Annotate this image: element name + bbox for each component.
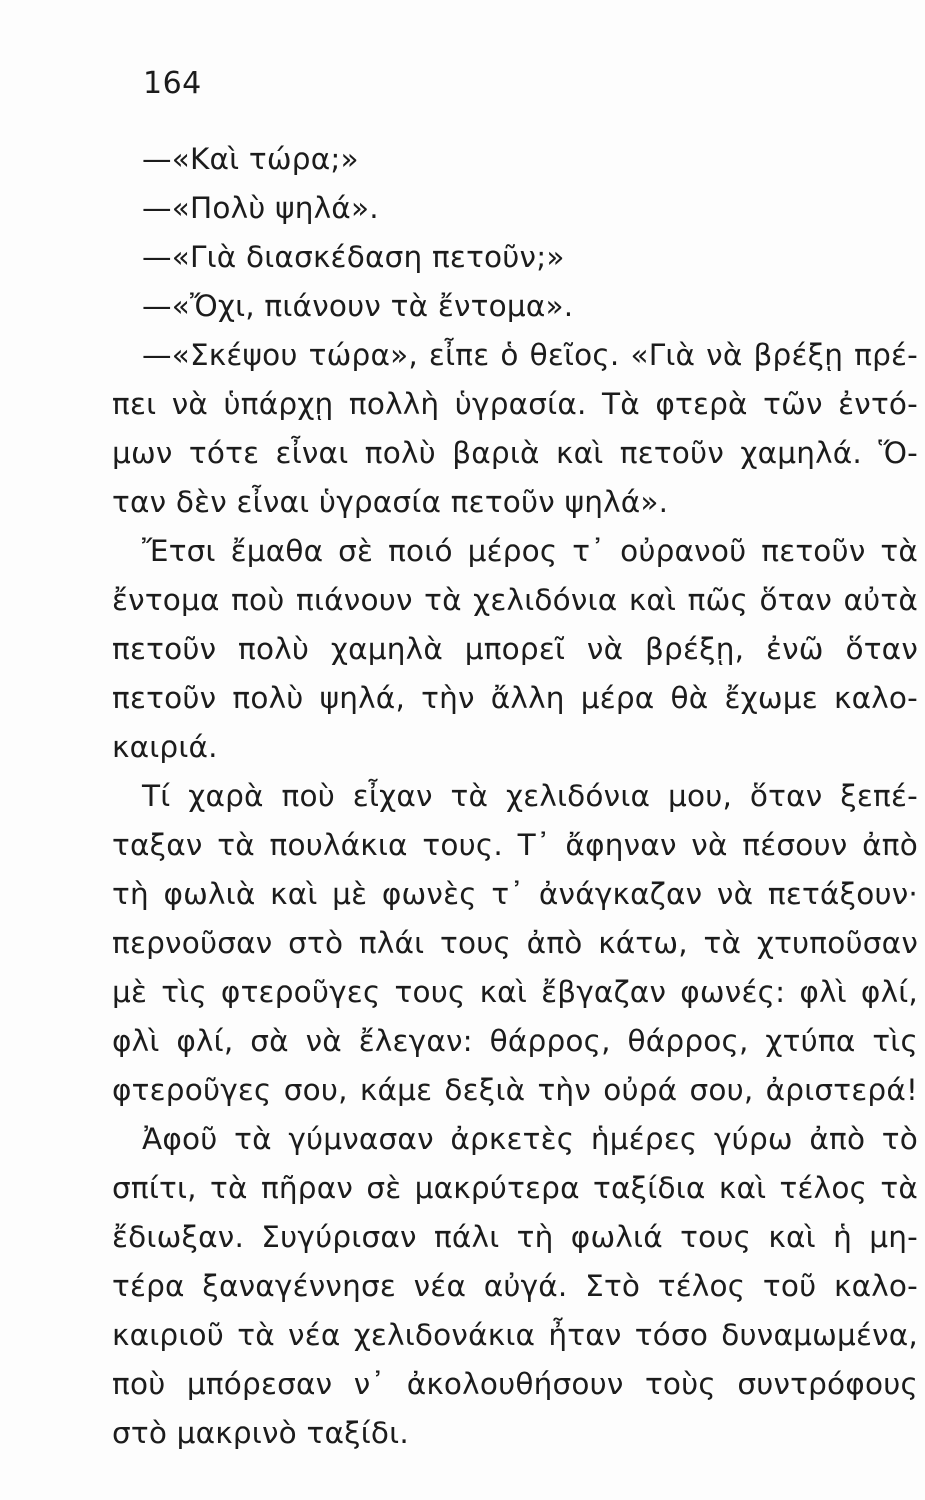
text-line: σπίτι, τὰ πῆραν σὲ μακρύτερα ταξίδια καὶ τέλος τὰ (112, 1171, 918, 1205)
page-body-text (112, 135, 918, 1458)
text-line: φτεροῦγες σου, κάμε δεξιὰ τὴν οὐρά σου, ἀριστερά! (112, 1073, 918, 1107)
text-line: ποὺ μπόρεσαν ν᾽ ἀκολουθήσουν τοὺς συντρόφους (112, 1367, 918, 1401)
text-line: τέρα ξαναγέννησε νέα αὐγά. Στὸ τέλος τοῦ καλο- (112, 1269, 918, 1303)
text-line: πετοῦν πολὺ ψηλά, τὴν ἄλλη μέρα θὰ ἔχωμε καλο- (112, 681, 918, 715)
text-line: ἔντομα ποὺ πιάνουν τὰ χελιδόνια καὶ πῶς ὅταν αὐτὰ (112, 583, 918, 617)
text-line: μων τότε εἶναι πολὺ βαριὰ καὶ πετοῦν χαμηλά. Ὅ- (112, 436, 918, 470)
text-line: —«Ὄχι, πιάνουν τὰ ἔντομα». (142, 289, 574, 323)
text-line: περνοῦσαν στὸ πλάι τους ἀπὸ κάτω, τὰ χτυποῦσαν (112, 926, 918, 960)
text-line: Τί χαρὰ ποὺ εἶχαν τὰ χελιδόνια μου, ὅταν ξεπέ- (142, 779, 918, 813)
text-line: Ἀφοῦ τὰ γύμνασαν ἀρκετὲς ἡμέρες γύρω ἀπὸ τὸ (142, 1122, 918, 1156)
text-line: ἔδιωξαν. Συγύρισαν πάλι τὴ φωλιά τους καὶ ἡ μη- (112, 1220, 918, 1254)
text-line: ταξαν τὰ πουλάκια τους. Τ᾽ ἄφηναν νὰ πέσουν ἀπὸ (112, 828, 918, 862)
text-line: τὴ φωλιὰ καὶ μὲ φωνὲς τ᾽ ἀνάγκαζαν νὰ πετάξουν· (112, 877, 918, 911)
text-line: Ἔτσι ἔμαθα σὲ ποιό μέρος τ᾽ οὐρανοῦ πετοῦν τὰ (142, 534, 918, 568)
text-line: —«Γιὰ διασκέδαση πετοῦν;» (142, 240, 565, 274)
text-line: μὲ τὶς φτεροῦγες τους καὶ ἔβγαζαν φωνές: φλὶ φλί, (112, 975, 918, 1009)
text-line: φλὶ φλί, σὰ νὰ ἔλεγαν: θάρρος, θάρρος, χτύπα τὶς (112, 1024, 918, 1058)
page-number: 164 (143, 66, 202, 101)
text-line: πει νὰ ὑπάρχῃ πολλὴ ὑγρασία. Τὰ φτερὰ τῶν ἐντό- (112, 387, 918, 421)
text-line: καιριοῦ τὰ νέα χελιδονάκια ἦταν τόσο δυναμωμένα, (112, 1318, 918, 1352)
text-line: πετοῦν πολὺ χαμηλὰ μπορεῖ νὰ βρέξῃ, ἐνῶ ὅταν (112, 632, 918, 666)
text-line: —«Καὶ τώρα;» (142, 142, 359, 176)
text-line: καιριά. (112, 730, 218, 764)
text-line: —«Σκέψου τώρα», εἶπε ὁ θεῖος. «Γιὰ νὰ βρέξῃ πρέ- (142, 338, 918, 372)
text-line: —«Πολὺ ψηλά». (142, 191, 379, 225)
text-line: στὸ μακρινὸ ταξίδι. (112, 1416, 409, 1450)
text-line: ταν δὲν εἶναι ὑγρασία πετοῦν ψηλά». (112, 485, 669, 519)
